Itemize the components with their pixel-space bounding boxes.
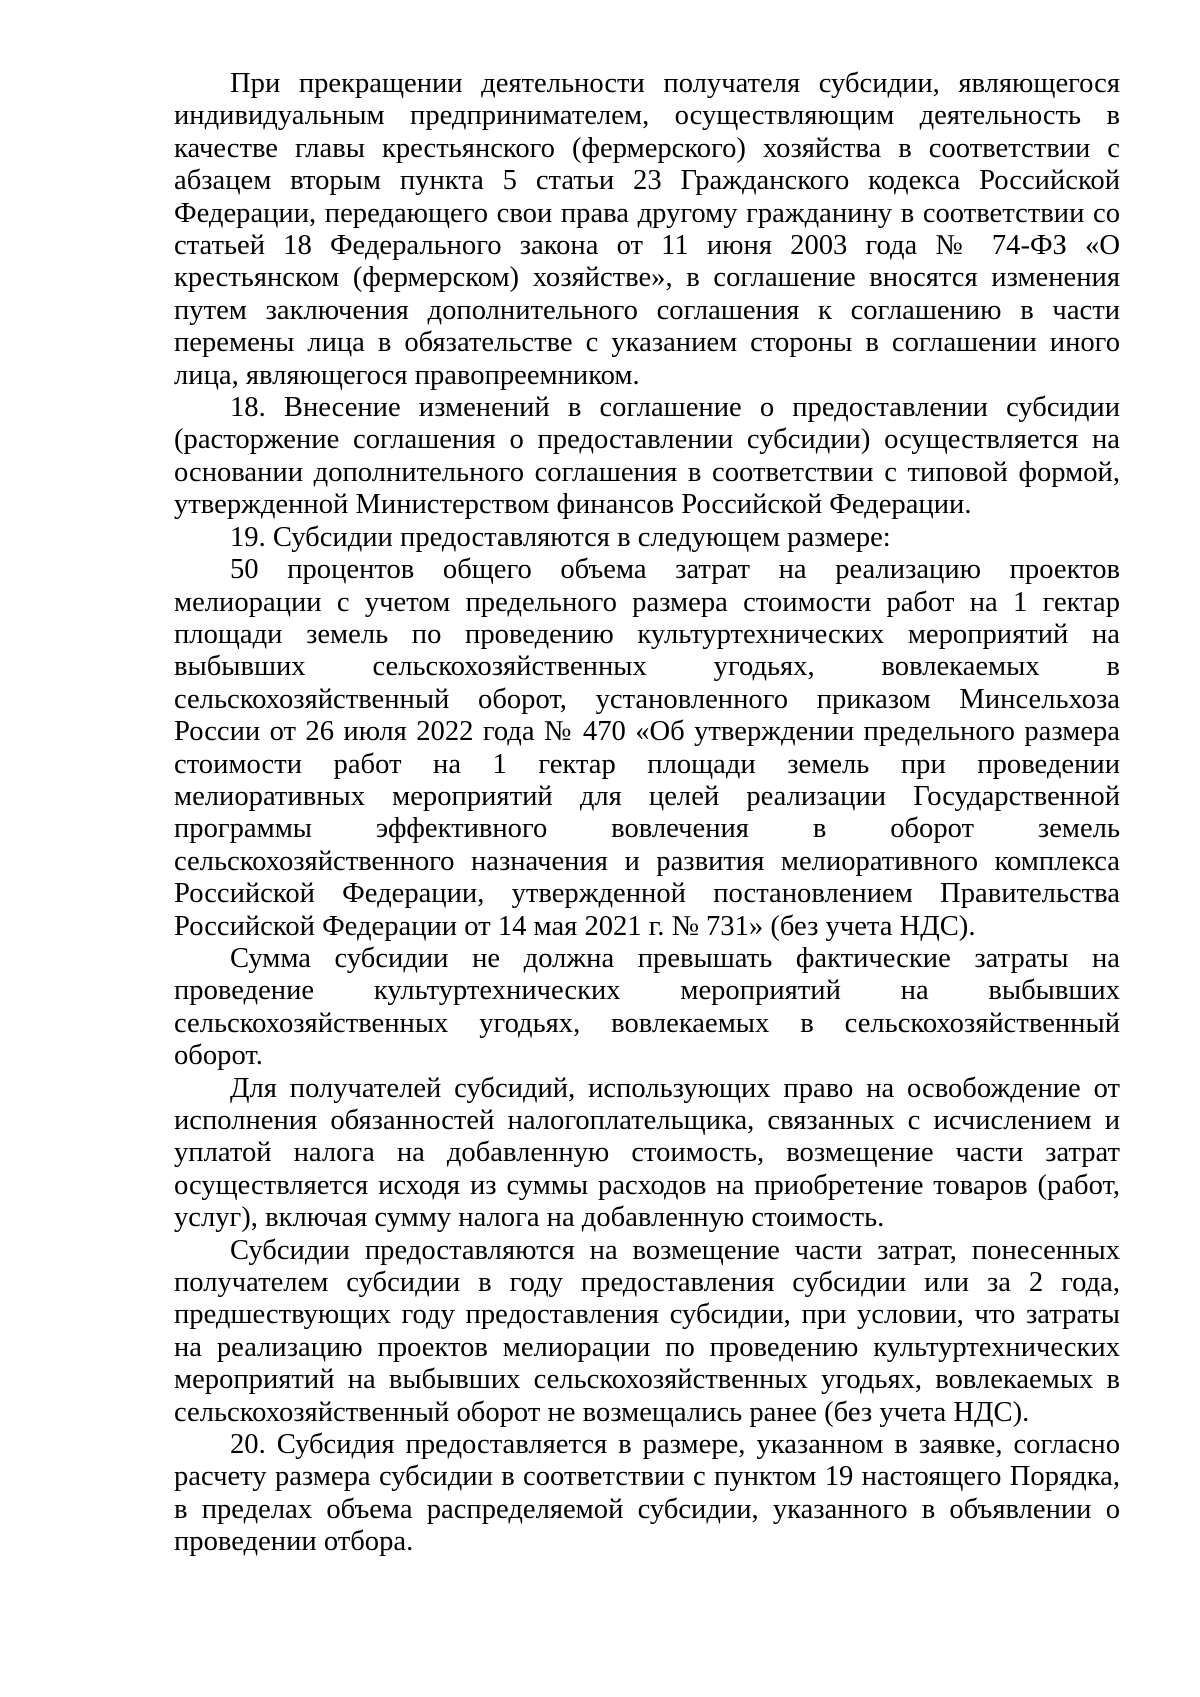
paragraph-vat-exempt: Для получателей субсидий, использующих право на освобождение от исполнения обязанностей налогоплательщика, связанных с исчислением и уплатой налога на добавленную стоимость, возмещение части затрат осуществляется исходя из суммы расходов на приобретение товаров (работ, услуг), включая сумму налога на добавленную стоимость. [174, 1072, 1120, 1234]
paragraph-subsidy-limit: Сумма субсидии не должна превышать фактические затраты на проведение культуртехнических мероприятий на выбывших сельскохозяйственных угодьях, вовлекаемых в сельскохозяйственный оборот. [174, 942, 1120, 1072]
paragraph-farm-succession: При прекращении деятельности получателя субсидии, являющегося индивидуальным предпринимателем, осуществляющим деятельность в качестве главы крестьянского (фермерского) хозяйства в соответствии с абзацем вторым пункта 5 статьи 23 Гражданского кодекса Российской Федерации, передающего свои права другому гражданину в соответствии со статьей 18 Федерального закона от 11 июня 2003 года № 74-ФЗ «О крестьянском (фермерском) хозяйстве», в соглашение вносятся изменения путем заключения дополнительного соглашения к соглашению в части перемены лица в обязательстве с указанием стороны в соглашении иного лица, являющегося правопреемником. [174, 68, 1120, 391]
document-page [174, 68, 1120, 1559]
paragraph-reimbursement-period: Субсидии предоставляются на возмещение части затрат, понесенных получателем субсидии в году предоставления субсидии или за 2 года, предшествующих году предоставления субсидии, при условии, что затраты на реализацию проектов мелиорации по проведению культуртехнических мероприятий на выбывших сельскохозяйственных угодьях, вовлекаемых в сельскохозяйственный оборот не возмещались ранее (без учета НДС). [174, 1234, 1120, 1428]
paragraph-item-19: 19. Субсидии предоставляются в следующем размере: [230, 521, 891, 553]
paragraph-item-20: 20. Субсидия предоставляется в размере, указанном в заявке, согласно расчету размера субсидии в соответствии с пунктом 19 настоящего Порядка, в пределах объема распределяемой субсидии, указанного в объявлении о проведении отбора. [174, 1429, 1120, 1558]
paragraph-item-18: 18. Внесение изменений в соглашение о предоставлении субсидии (расторжение соглашения о предоставлении субсидии) осуществляется на основании дополнительного соглашения в соответствии с типовой формой, утвержденной Министерством финансов Российской Федерации. [174, 392, 1120, 521]
paragraph-subsidy-percent: 50 процентов общего объема затрат на реализацию проектов мелиорации с учетом предельного размера стоимости работ на 1 гектар площади земель по проведению культуртехнических мероприятий на выбывших сельскохозяйственных угодьях, вовлекаемых в сельскохозяйственный оборот, установленного приказом Минсельхоза России от 26 июля 2022 года № 470 «Об утверждении предельного размера стоимости работ на 1 гектар площади земель при проведении мелиоративных мероприятий для целей реализации Государственной программы эффективного вовлечения в оборот земель сельскохозяйственного назначения и развития мелиоративного комплекса Российской Федерации, утвержденной постановлением Правительства Российской Федерации от 14 мая 2021 г. № 731» (без учета НДС). [174, 554, 1120, 942]
